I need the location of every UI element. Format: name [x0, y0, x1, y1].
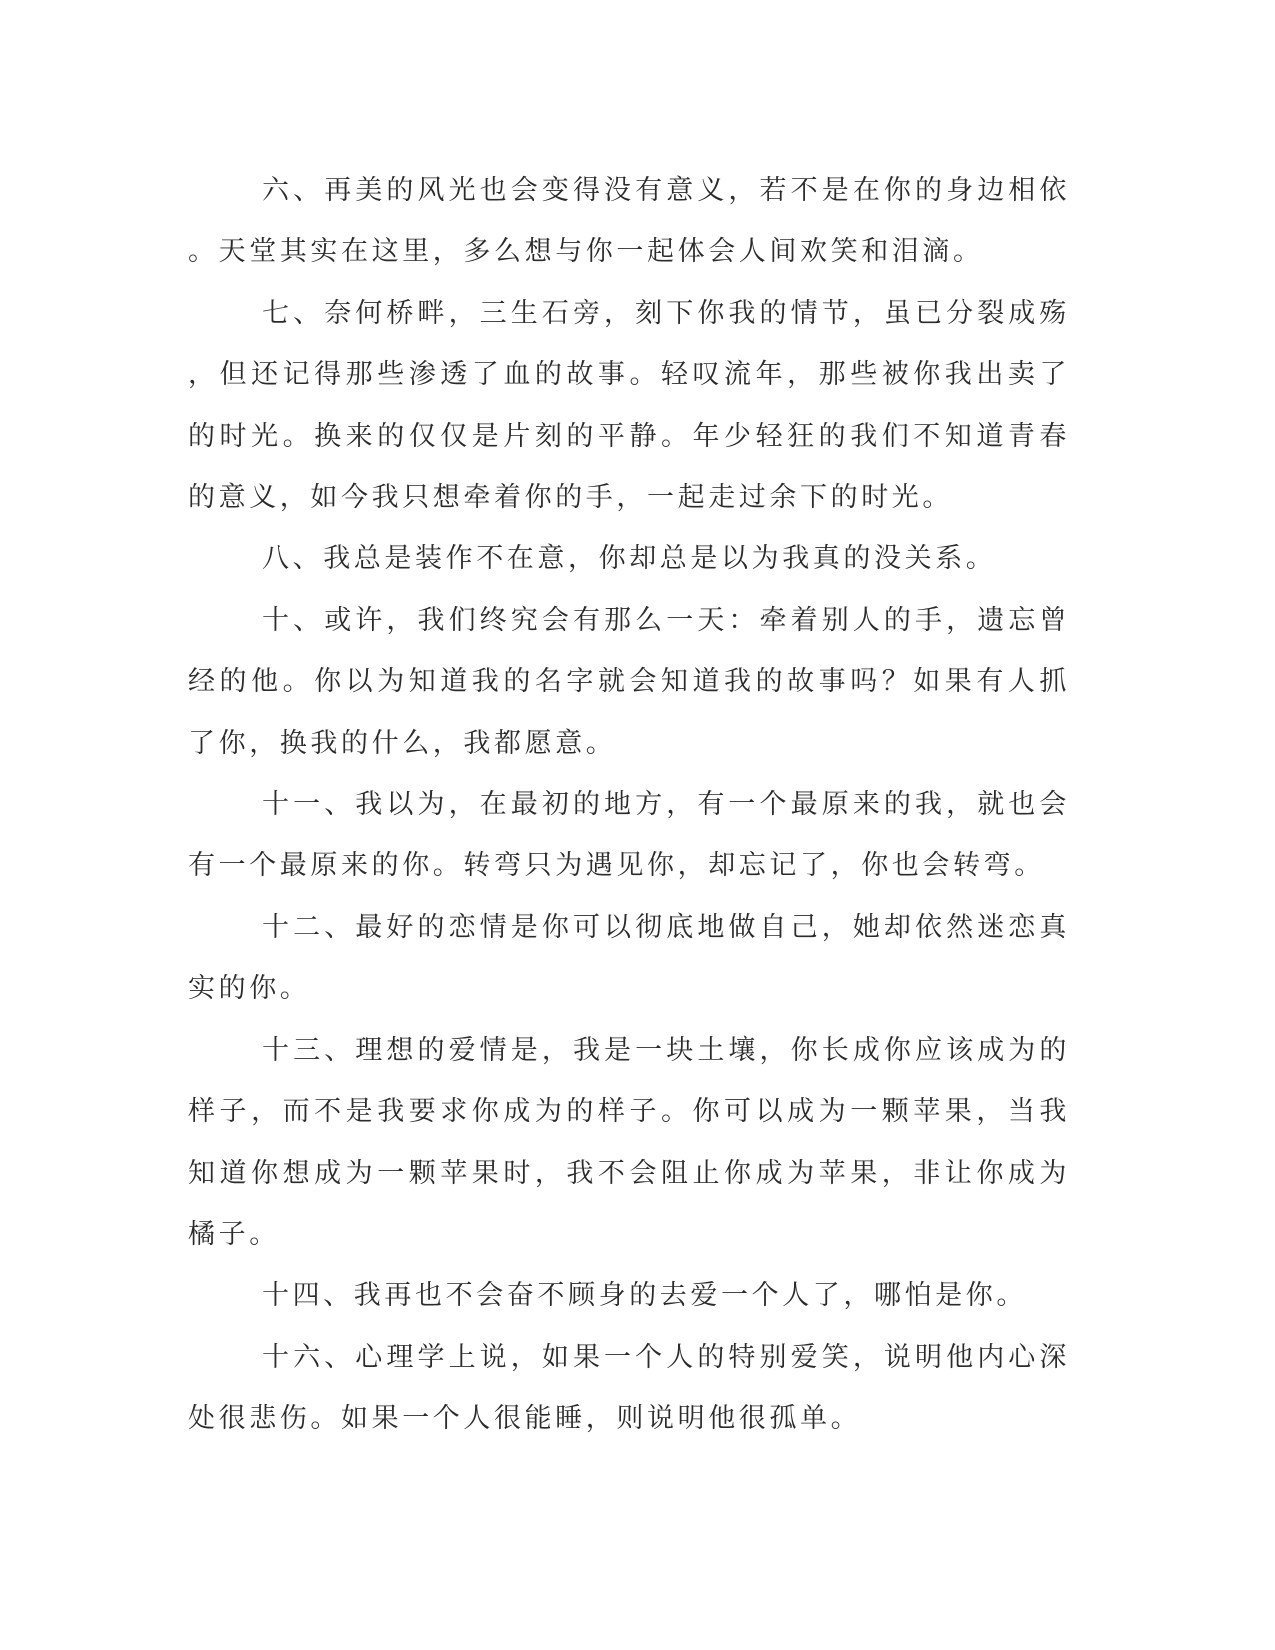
paragraph-14: 十四、我再也不会奋不顾身的去爱一个人了，哪怕是你。: [262, 1280, 1027, 1312]
document-body: [188, 160, 1070, 1450]
paragraph-13: 十三、理想的爱情是，我是一块土壤，你长成你应该成为的样子，而不是我要求你成为的样子。你可以成为一颗苹果，当我知道你想成为一颗苹果时，我不会阻止你成为苹果，非让你成为橘子。: [188, 1034, 1070, 1250]
paragraph-7: 七、奈何桥畔，三生石旁，刻下你我的情节，虽已分裂成殇，但还记得那些渗透了血的故事。轻叹流年，那些被你我出卖了的时光。换来的仅仅是片刻的平静。年少轻狂的我们不知道青春的意义，如今我只想牵着你的手，一起走过余下的时光。: [188, 297, 1070, 514]
paragraph-16: 十六、心理学上说，如果一个人的特别爱笑，说明他内心深处很悲伤。如果一个人很能睡，则说明他很孤单。: [188, 1341, 1070, 1435]
paragraph-6: 六、再美的风光也会变得没有意义，若不是在你的身边相依。天堂其实在这里，多么想与你一起体会人间欢笑和泪滴。: [188, 175, 1070, 268]
paragraph-8: 八、我总是装作不在意，你却总是以为我真的没关系。: [262, 543, 997, 575]
paragraph-12: 十二、最好的恋情是你可以彻底地做自己，她却依然迷恋真实的你。: [188, 911, 1070, 1005]
paragraph-10: 十、或许，我们终究会有那么一天：牵着别人的手，遗忘曾经的他。你以为知道我的名字就会知道我的故事吗？如果有人抓了你，换我的什么，我都愿意。: [188, 604, 1070, 759]
paragraph-11: 十一、我以为，在最初的地方，有一个最原来的我，就也会有一个最原来的你。转弯只为遇见你，却忘记了，你也会转弯。: [188, 789, 1070, 882]
